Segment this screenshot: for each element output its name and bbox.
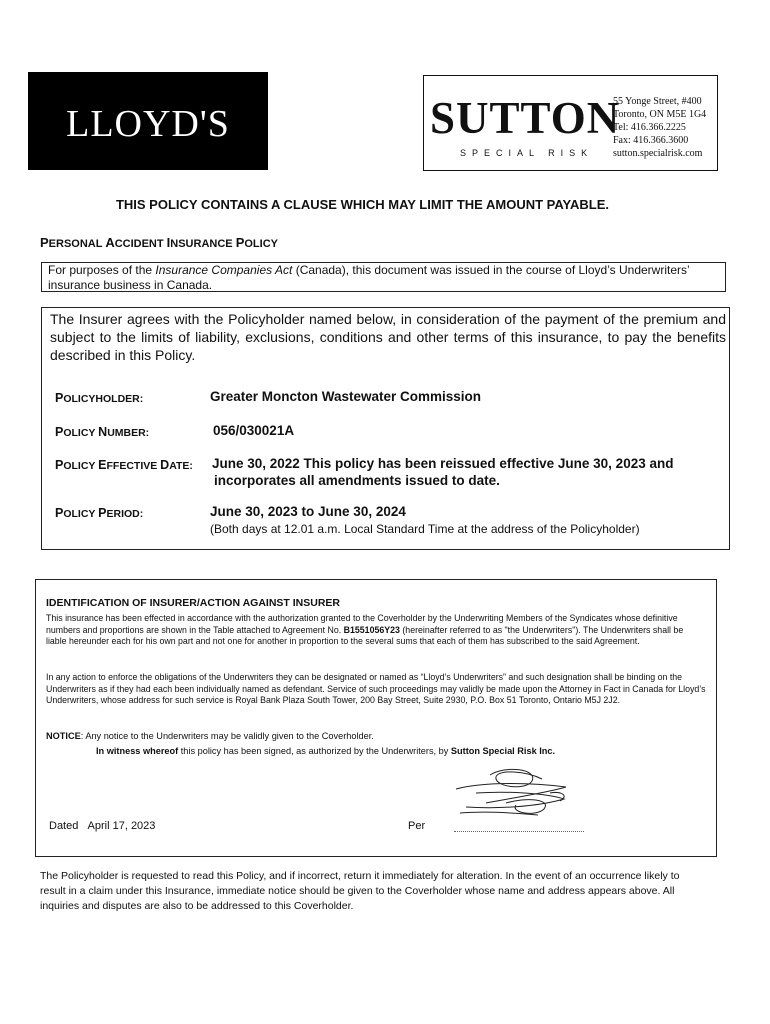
witness-line: In witness whereof this policy has been signed, as authorized by the Underwriters, by Sutton Special Risk Inc. bbox=[96, 746, 556, 756]
address-line: Toronto, ON M5E 1G4 bbox=[613, 109, 707, 120]
policy-period-note: (Both days at 12.01 a.m. Local Standard Time at the address of the Policyholder) bbox=[210, 522, 640, 536]
address-line: Fax: 416.366.3600 bbox=[613, 135, 689, 146]
policy-period-label: POLICY PERIOD: bbox=[55, 506, 144, 520]
effective-date-label: POLICY EFFECTIVE DATE: bbox=[55, 458, 193, 472]
signature-image bbox=[446, 763, 576, 823]
lloyds-logo-text: LLOYD'S bbox=[66, 103, 230, 145]
policyholder-instructions: The Policyholder is requested to read this Policy, and if incorrect, return it immediately for alteration. In the event of an occurrence likely to result in a claim under this Insurance, immediate notice should be given to the Coverholder whose name and address appears above. All inquiries and disputes are also to be addressed to this Coverholder. bbox=[40, 870, 680, 912]
policy-number-value: 056/030021A bbox=[213, 423, 295, 438]
effective-date-value: June 30, 2022 This policy has been reissued effective June 30, 2023 and bbox=[212, 456, 674, 471]
identification-title: IDENTIFICATION OF INSURER/ACTION AGAINST INSURER bbox=[46, 597, 340, 609]
dated-value: April 17, 2023 bbox=[87, 820, 156, 832]
policyholder-label: POLICYHOLDER: bbox=[55, 391, 144, 405]
limit-clause-headline: THIS POLICY CONTAINS A CLAUSE WHICH MAY LIMIT THE AMOUNT PAYABLE. bbox=[115, 197, 610, 212]
policy-details-box bbox=[41, 307, 730, 550]
effective-date-value-cont: incorporates all amendments issued to date. bbox=[214, 473, 500, 488]
lloyds-logo bbox=[28, 72, 268, 170]
policy-number-label: POLICY NUMBER: bbox=[55, 425, 150, 439]
identification-paragraph-1: This insurance has been effected in accordance with the authorization granted to the Coverholder by the Underwriting Members of the Syndicates whose definitive numbers and proportions are shown in the Table attached to Agreement No. B1551056Y23 (hereinafter referred to as "the Underwriters"). The Underwriters shall be liable hereunder each for his own part and not one for another in proportion to the several sums that each of them has subscribed to the said Agreement. bbox=[46, 613, 684, 646]
notice-line: NOTICE: Any notice to the Underwriters may be validly given to the Coverholder. bbox=[46, 731, 374, 741]
dated-line: Dated April 17, 2023 bbox=[49, 820, 156, 832]
purpose-statement: For purposes of the Insurance Companies Act (Canada), this document was issued in the course of Lloyd’s Underwriters’ insurance business in Canada. bbox=[41, 262, 726, 292]
policy-title: PERSONAL ACCIDENT INSURANCE POLICY bbox=[40, 235, 278, 250]
policy-period-value: June 30, 2023 to June 30, 2024 bbox=[210, 504, 406, 519]
address-line: 55 Yonge Street, #400 bbox=[613, 96, 702, 107]
identification-box bbox=[35, 579, 717, 857]
insurer-agreement-text: The Insurer agrees with the Policyholder named below, in consideration of the payment of the premium and subject to the limits of liability, exclusions, conditions and other terms of this insurance, to pay the benefits described in this Policy. bbox=[50, 311, 726, 363]
sutton-address bbox=[613, 95, 706, 160]
sutton-logo-text: SUTTON bbox=[430, 93, 621, 143]
address-line: Tel: 416.366.2225 bbox=[613, 122, 686, 133]
signature-line bbox=[454, 831, 584, 832]
identification-paragraph-2: In any action to enforce the obligations of the Underwriters they can be designated or named as “Lloyd’s Underwriters” and such designation shall be binding on the Underwriters as if they had each been individually named as defendant. Service of such proceedings may validly be made upon the Attorney in Fact in Canada for Lloyd’s Underwriters, whose address for such service is Royal Bank Plaza South Tower, 200 Bay Street, Suite 2930, P.O. Box 51 Toronto, Ontario M5J 2J2. bbox=[46, 672, 706, 705]
address-line: sutton.specialrisk.com bbox=[613, 148, 703, 159]
policyholder-value: Greater Moncton Wastewater Commission bbox=[210, 389, 482, 404]
sutton-logo-box bbox=[423, 75, 718, 171]
sutton-tagline: SPECIAL RISK bbox=[460, 148, 594, 158]
per-label: Per bbox=[408, 820, 426, 832]
